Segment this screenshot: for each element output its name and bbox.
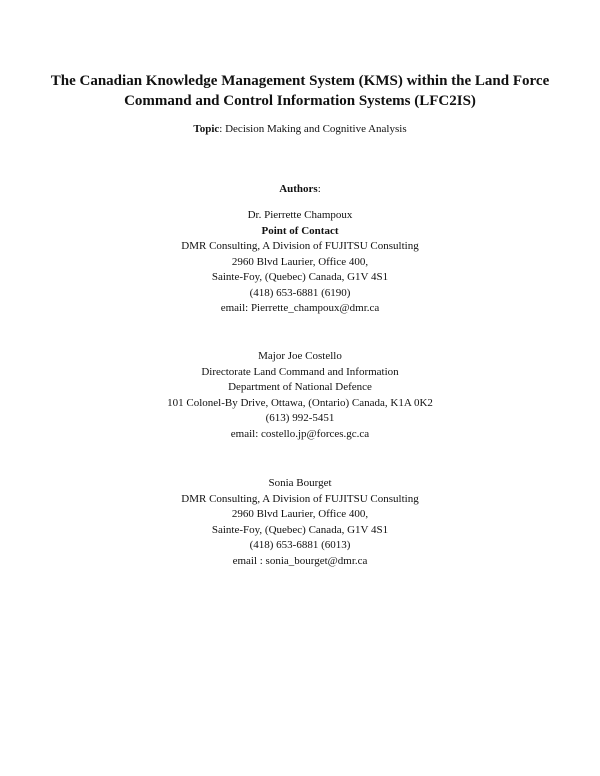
title-line: The Canadian Knowledge Management System (KMS) within the Land Force (50, 73, 550, 89)
topic-value: Decision Making and Cognitive Analysis (225, 123, 407, 135)
authors-label: Authors (279, 183, 318, 195)
author-address: Sainte-Foy, (Quebec) Canada, G1V 4S1 (211, 271, 389, 283)
author-phone: (613) 992-5451 (265, 412, 335, 424)
topic-line (0, 122, 600, 136)
author-name: Sonia Bourget (268, 477, 332, 489)
author-phone: (418) 653-6881 (6190) (249, 286, 351, 299)
author-address: 101 Colonel-By Drive, Ottawa, (Ontario) Canada, K1A 0K2 (167, 396, 433, 409)
authors-heading (0, 182, 600, 196)
author-name: Dr. Pierrette Champoux (247, 209, 353, 221)
author-phone: (418) 653-6881 (6013) (249, 539, 351, 551)
topic-separator: : (219, 123, 223, 135)
author-name: Major Joe Costello (258, 350, 342, 362)
author-affiliation: Directorate Land Command and Information (201, 365, 399, 378)
author-affiliation: Department of National Defence (228, 381, 372, 393)
author-block (0, 208, 600, 317)
author-block (0, 476, 600, 569)
author-email: email: costello.jp@forces.gc.ca (230, 427, 370, 440)
author-role: Point of Contact (261, 224, 339, 237)
author-affiliation: DMR Consulting, A Division of FUJITSU Consulting (181, 240, 419, 252)
author-email: email : sonia_bourget@dmr.ca (232, 554, 368, 567)
author-address: Sainte-Foy, (Quebec) Canada, G1V 4S1 (211, 523, 389, 536)
author-address: 2960 Blvd Laurier, Office 400, (231, 255, 369, 268)
author-affiliation: DMR Consulting, A Division of FUJITSU Consulting (181, 492, 419, 505)
authors-separator: : (317, 183, 321, 195)
paper-title (40, 71, 560, 111)
author-address: 2960 Blvd Laurier, Office 400, (231, 508, 369, 520)
author-email: email: Pierrette_champoux@dmr.ca (220, 302, 380, 314)
title-line: Command and Control Information Systems (LFC2IS) (124, 93, 476, 109)
topic-label: Topic (193, 123, 220, 135)
author-block (0, 349, 600, 442)
